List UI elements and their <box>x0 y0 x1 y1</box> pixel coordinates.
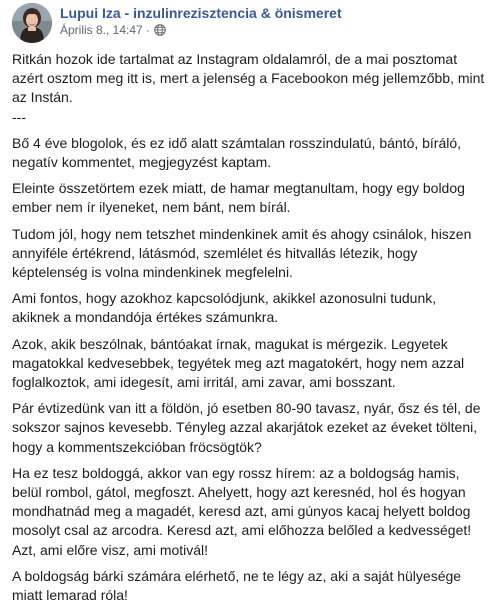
profile-photo-icon <box>12 3 52 43</box>
post-paragraph: Ami fontos, hogy azokhoz kapcsolódjunk, akikkel azonosulni tudunk, akiknek a mondandója értékes számunkra. <box>12 290 437 326</box>
post-timestamp[interactable]: Április 8., 14:47 <box>60 23 143 37</box>
post-paragraph: A boldogság bárki számára elérhető, ne te légy az, aki a saját hülyesége miatt lemarad róla! <box>12 567 462 604</box>
post-text <box>12 50 487 605</box>
post-paragraph: Tudom jól, hogy nem tetszhet mindenkinek amit és ahogy csinálok, hiszen annyiféle értékrend, látásmód, szemlélet és hitvallás létezik, hogy képtelenség is volna mindenkinek megfelelni. <box>12 225 472 281</box>
post-paragraph: Ha ez tesz boldoggá, akkor van egy rossz hírem: az a boldogság hamis, belül rombol, gátol, megfoszt. Ahelyett, hogy azt keresnéd, hol és hogyan mondhatnád meg a magadét, keresd azt, ami gúnyos kacaj helyett boldog mosolyt csal az arcodra. Keresd azt, ami előhozza belőled a kedvességet! Azt, ami előre visz, ami motivál! <box>12 464 472 558</box>
globe-icon[interactable] <box>154 24 166 36</box>
post-paragraph: Bő 4 éve blogolok, és ez idő alatt számtalan rosszindulatú, bántó, bíráló, negatív kommentet, megjegyzést kaptam. <box>12 134 462 171</box>
author-avatar[interactable] <box>12 3 52 43</box>
post-paragraph: Eleinte összetörtem ezek miatt, de hamar megtanultam, hogy egy boldog ember nem ír ilyeneket, nem bánt, nem bírál. <box>12 180 465 216</box>
author-name[interactable]: Lupui Iza - inzulinrezisztencia & önismeret <box>60 5 342 21</box>
post-paragraph: Pár évtizedünk van itt a földön, jó esetben 80-90 tavasz, nyár, ősz és tél, de sokszor sajnos kevesebb. Tényleg azzal akarjátok ezeket az éveket tölteni, hogy a kommentszekcióban fröcsögtök? <box>12 400 481 455</box>
post-header <box>12 0 487 44</box>
header-text <box>60 3 342 38</box>
post-meta <box>60 22 342 38</box>
meta-separator: · <box>145 23 150 37</box>
post-paragraph: Azok, akik beszólnak, bántóakat írnak, magukat is mérgezik. Legyetek magatokkal kedvesebbek, tegyétek meg azt magatokért, hogy nem azzal foglalkoztok, ami idegesít, ami irritál, ami zavar, ami bosszant. <box>12 335 465 391</box>
post-paragraph-divider: --- <box>12 108 26 125</box>
post-paragraph: Ritkán hozok ide tartalmat az Instagram oldalamról, de a mai posztomat azért osztom meg itt is, mert a jelenség a Facebookon még jellemzőbb, mint az Instán. <box>12 51 485 106</box>
